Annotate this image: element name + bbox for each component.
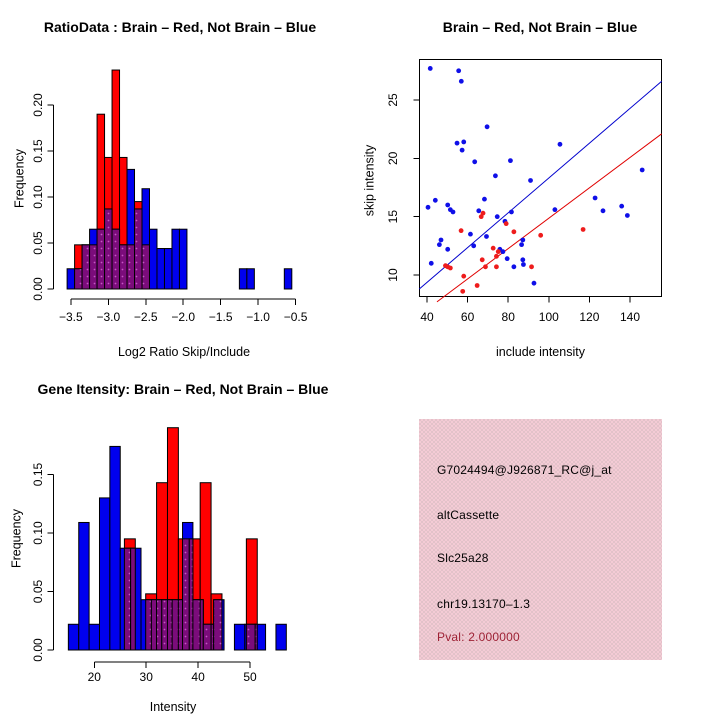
x-tick-label: −2.5 — [133, 310, 158, 324]
scatter-point-brain — [494, 254, 499, 259]
scatter-point-not-brain — [455, 141, 460, 146]
scatter-point-brain — [581, 227, 586, 232]
hist-bar-overlap — [142, 245, 149, 289]
hist-bar-overlap — [135, 209, 142, 289]
hist-bar-overlap — [124, 548, 130, 650]
scatter-point-not-brain — [601, 208, 606, 213]
y-tick-label: 0.00 — [31, 277, 45, 301]
scatter-point-not-brain — [451, 210, 456, 215]
y-tick-label: 0.20 — [31, 93, 45, 117]
x-tick-label: 140 — [619, 310, 641, 324]
hist-bar-overlap — [203, 624, 211, 650]
scatter-point-not-brain — [433, 198, 438, 203]
y-tick-label: 0.15 — [31, 139, 45, 163]
gene-name-text: Slc25a28 — [437, 551, 489, 565]
hist-bar-blue — [68, 624, 78, 650]
hist-bar-overlap — [120, 245, 127, 289]
x-tick-label: −2.0 — [171, 310, 196, 324]
scatter-chart — [360, 0, 720, 360]
scatter-point-brain — [496, 249, 501, 254]
hist-bar-overlap — [97, 229, 104, 289]
gene-info-panel — [419, 419, 662, 660]
y-tick-label: 20 — [386, 151, 400, 165]
scatter-point-not-brain — [429, 261, 434, 266]
hist-bar-overlap — [167, 600, 172, 650]
scatter-point-not-brain — [437, 242, 442, 247]
hist-bar-overlap — [127, 245, 134, 289]
hist-bar-overlap — [90, 245, 97, 289]
scatter-point-not-brain — [593, 196, 598, 201]
scatter-point-not-brain — [508, 158, 513, 163]
hist-bar-overlap — [82, 245, 89, 289]
scatter-point-brain — [448, 266, 453, 271]
hist-bar-overlap — [75, 269, 82, 289]
intensity-hist-xlabel: Intensity — [149, 700, 197, 714]
regression-line-brain-fit — [437, 134, 662, 302]
ratio-hist-ylabel: Frequency — [12, 148, 27, 209]
hist-bar-blue — [110, 446, 120, 650]
ratio-hist-title: RatioData : Brain – Red, Not Brain – Blue — [43, 19, 317, 35]
hist-bar-blue — [234, 624, 244, 650]
hist-bar-blue — [284, 269, 291, 289]
y-tick-label: 15 — [386, 209, 400, 224]
x-tick-label: −1.0 — [246, 310, 270, 324]
scatter-xlabel: include intensity — [496, 345, 585, 359]
scatter-point-brain — [480, 257, 485, 262]
scatter-point-not-brain — [460, 148, 465, 153]
scatter-point-not-brain — [521, 262, 526, 267]
hist-bar-overlap — [178, 600, 182, 650]
hist-bar-blue — [157, 249, 164, 289]
scatter-point-not-brain — [520, 257, 525, 262]
scatter-point-brain — [529, 264, 534, 269]
regression-line-not-brain-fit — [419, 81, 661, 289]
x-tick-label: 100 — [538, 310, 559, 324]
hist-bar-blue — [239, 269, 246, 289]
x-tick-label: 80 — [501, 310, 515, 324]
probe-id-text: G7024494@J926871_RC@j_at — [437, 463, 612, 477]
scatter-point-not-brain — [511, 264, 516, 269]
scatter-point-brain — [461, 274, 466, 279]
hist-bar-blue — [172, 229, 179, 289]
x-tick-label: 40 — [420, 310, 434, 324]
scatter-point-not-brain — [485, 124, 490, 129]
y-tick-label: 0.00 — [31, 638, 45, 662]
scatter-point-brain — [481, 211, 486, 216]
hist-bar-blue — [89, 624, 99, 650]
scatter-point-not-brain — [426, 205, 431, 210]
x-tick-label: 20 — [87, 670, 101, 684]
scatter-point-not-brain — [484, 234, 489, 239]
hist-bar-overlap — [214, 600, 222, 650]
hist-bar-blue — [276, 624, 286, 650]
y-tick-label: 0.10 — [31, 185, 45, 209]
hist-bar-overlap — [146, 600, 152, 650]
hist-bar-blue — [164, 249, 171, 289]
y-tick-label: 10 — [386, 268, 400, 282]
scatter-point-not-brain — [528, 178, 533, 183]
y-tick-label: 0.05 — [31, 579, 45, 604]
hist-bar-blue — [79, 522, 89, 650]
x-tick-label: 40 — [191, 670, 205, 684]
x-tick-label: 50 — [243, 670, 257, 684]
scatter-point-not-brain — [625, 213, 630, 218]
intensity-histogram-chart — [0, 360, 360, 720]
y-tick-label: 0.05 — [31, 231, 45, 255]
x-tick-label: 30 — [139, 670, 153, 684]
scatter-point-not-brain — [619, 204, 624, 209]
pval-text: Pval: 2.000000 — [437, 630, 520, 644]
scatter-point-not-brain — [445, 203, 450, 208]
scatter-point-brain — [504, 221, 509, 226]
hist-bar-blue — [149, 229, 156, 289]
scatter-point-not-brain — [558, 142, 563, 147]
hist-bar-overlap — [105, 209, 112, 289]
x-tick-label: 60 — [460, 310, 475, 324]
scatter-point-not-brain — [468, 232, 473, 237]
locus-text: chr19.13170–1.3 — [437, 597, 531, 611]
hist-bar-blue — [99, 498, 109, 650]
hist-bar-blue — [179, 229, 186, 289]
ratio-histogram-chart — [0, 0, 360, 360]
ratio-hist-xlabel: Log2 Ratio Skip/Include — [117, 345, 251, 359]
scatter-point-brain — [494, 264, 499, 269]
scatter-point-not-brain — [509, 210, 514, 215]
scatter-point-not-brain — [520, 238, 525, 243]
hist-bar-overlap — [193, 600, 200, 650]
hist-bar-overlap — [246, 624, 255, 650]
hist-bar-blue — [67, 269, 74, 289]
scatter-point-not-brain — [476, 208, 481, 213]
x-tick-label: −0.5 — [283, 310, 308, 324]
scatter-point-not-brain — [456, 68, 461, 73]
x-tick-label: −3.5 — [58, 310, 83, 324]
hist-bar-overlap — [162, 600, 168, 650]
x-tick-label: −3.0 — [96, 310, 121, 324]
scatter-point-not-brain — [471, 243, 476, 248]
scatter-point-brain — [511, 229, 516, 234]
scatter-point-not-brain — [493, 173, 498, 178]
hist-bar-overlap — [151, 600, 156, 650]
hist-bar-overlap — [112, 229, 119, 289]
scatter-point-brain — [491, 246, 496, 251]
splice-type-text: altCassette — [437, 508, 500, 522]
scatter-point-not-brain — [532, 281, 537, 286]
scatter-point-not-brain — [445, 247, 450, 252]
y-tick-label: 0.10 — [31, 521, 45, 545]
scatter-title: Brain – Red, Not Brain – Blue — [442, 19, 638, 35]
scatter-point-not-brain — [472, 159, 477, 164]
scatter-ylabel: skip intensity — [362, 144, 377, 217]
hist-bar-overlap — [189, 539, 193, 650]
scatter-point-not-brain — [495, 214, 500, 219]
intensity-hist-title: Gene Itensity: Brain – Red, Not Brain – Blue — [37, 381, 329, 397]
scatter-point-not-brain — [505, 256, 510, 261]
intensity-hist-ylabel: Frequency — [9, 508, 24, 569]
scatter-point-brain — [483, 264, 488, 269]
scatter-point-brain — [475, 283, 480, 288]
x-tick-label: 120 — [579, 310, 600, 324]
scatter-point-not-brain — [428, 66, 433, 71]
plot-box — [419, 59, 661, 296]
scatter-point-not-brain — [461, 140, 466, 145]
scatter-point-brain — [459, 228, 464, 233]
scatter-point-not-brain — [459, 79, 464, 84]
y-tick-label: 0.15 — [31, 462, 45, 487]
scatter-point-not-brain — [501, 249, 506, 254]
hist-bar-overlap — [255, 624, 257, 650]
scatter-point-brain — [538, 233, 543, 238]
y-tick-label: 25 — [386, 93, 400, 107]
hist-bar-overlap — [131, 548, 136, 650]
scatter-point-not-brain — [482, 197, 487, 202]
scatter-point-not-brain — [552, 207, 557, 212]
hist-bar-overlap — [172, 600, 178, 650]
scatter-point-not-brain — [439, 238, 444, 243]
hist-bar-blue — [247, 269, 254, 289]
scatter-point-not-brain — [519, 242, 524, 247]
x-tick-label: −1.5 — [208, 310, 233, 324]
hist-bar-overlap — [157, 600, 162, 650]
scatter-point-brain — [460, 289, 465, 294]
hist-bar-overlap — [183, 539, 190, 650]
scatter-point-not-brain — [640, 168, 645, 173]
